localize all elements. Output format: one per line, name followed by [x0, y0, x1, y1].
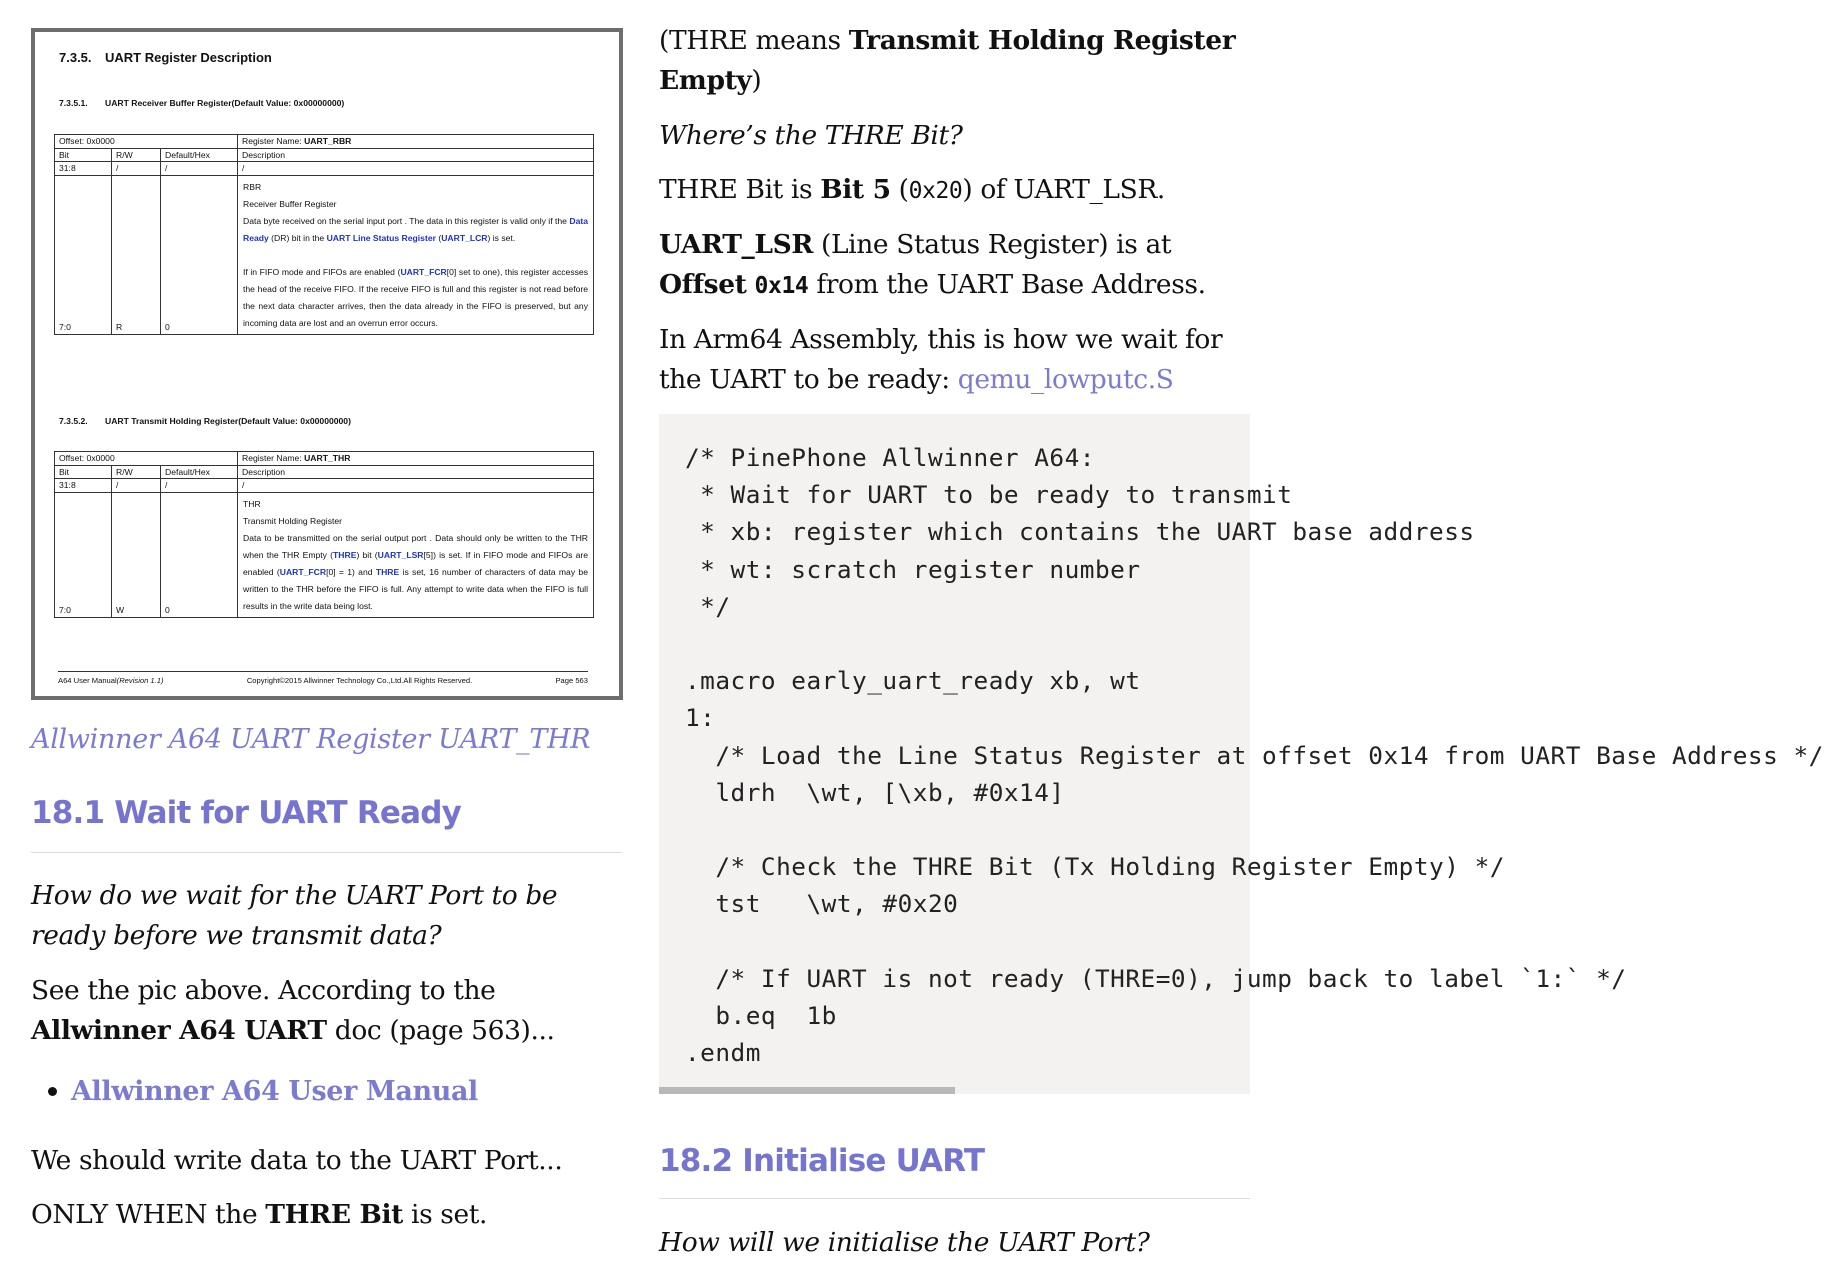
body-paragraph: We should write data to the UART Port...: [31, 1145, 563, 1176]
rbr-offset: Offset: 0x0000: [55, 135, 238, 149]
thr-offset: Offset: 0x0000: [55, 452, 238, 466]
code-line: tst \wt, #0x20: [715, 889, 959, 919]
code-line: * wt: scratch register number: [700, 554, 1141, 584]
code-line: b.eq 1b: [715, 1001, 837, 1031]
question-paragraph: How do we wait for the UART Port to be ready before we transmit data?: [31, 880, 558, 951]
code-line: * Wait for UART to be ready to transmit: [700, 480, 1293, 510]
table-header-row: Bit R/W Default/Hex Description: [55, 465, 594, 479]
rbr-heading: 7.3.5.1. UART Receiver Buffer Register(Default Value: 0x00000000): [59, 98, 345, 108]
table-row: 31:8 / / /: [55, 479, 594, 493]
code-line: .macro early_uart_ready xb, wt: [685, 666, 1141, 696]
code-line: /* Check the THRE Bit (Tx Holding Register Empty) */: [715, 852, 1505, 882]
body-paragraph: THRE Bit is Bit 5 (0x20) of UART_LSR.: [659, 174, 1165, 205]
code-line: /* If UART is not ready (THRE=0), jump back to label `1:` */: [715, 963, 1627, 993]
rbr-register-name: Register Name: UART_RBR: [238, 135, 594, 149]
body-paragraph: (THRE means Transmit Holding Register Empty): [659, 25, 1236, 96]
body-paragraph: In Arm64 Assembly, this is how we wait for the UART to be ready: qemu_lowputc.S: [659, 324, 1223, 395]
code-scrollbar-thumb[interactable]: [659, 1087, 955, 1094]
thr-register-table: [54, 451, 594, 618]
body-paragraph: See the pic above. According to the Allwinner A64 UART doc (page 563)...: [31, 975, 555, 1046]
code-block[interactable]: [659, 414, 1824, 1094]
datasheet-figure: [31, 28, 623, 700]
section-heading-18-2[interactable]: 18.2 Initialise UART: [659, 1143, 985, 1179]
rbr-description: RBR Receiver Buffer Register Data byte received on the serial input port . The data in this register is valid only if the Data Ready (DR) bit in the UART Line Status Register (UART_LCR) is set. If in FIFO mode and FIFOs are enabled (UART_FCR[0] set to one), this register accesses the head of the receive FIFO. If the receive FIFO is full and this register is not read before the next data character arrives, then the data already in the FIFO is preserved, but any incoming data are lost and an overrun error occurs.: [238, 175, 594, 334]
table-row: 7:0 W 0 THR Transmit Holding Register Data to be transmitted on the serial output port . Data should only be written to the THR when the THR Empty (THRE) bit (UART_LSR[5]) is set. If in FIFO mode and FIFOs are enabled (UART_FCR[0] = 1) and THRE is set, 16 number of characters of data may be written to the THR before the FIFO is full. Any attempt to write data when the FIFO is full results in the write data being lost.: [55, 492, 594, 617]
question-paragraph: How will we initialise the UART Port?: [659, 1227, 1150, 1258]
table-header-row: Bit R/W Default/Hex Description: [55, 148, 594, 162]
section-heading-18-1[interactable]: 18.1 Wait for UART Ready: [31, 795, 462, 831]
qemu-lowputc-link[interactable]: qemu_lowputc.S: [957, 364, 1174, 395]
code-line: /* PinePhone Allwinner A64:: [685, 443, 1095, 472]
code-line: .endm: [685, 1038, 761, 1068]
code-scrollbar[interactable]: [659, 1087, 1250, 1094]
reference-list: [31, 1076, 478, 1107]
rbr-register-table: [54, 134, 594, 335]
body-paragraph: ONLY WHEN the THRE Bit is set.: [31, 1199, 488, 1230]
figure-section-heading: 7.3.5. UART Register Description: [59, 50, 272, 65]
code-line: ldrh \wt, [\xb, #0x14]: [715, 777, 1065, 807]
thr-description: THR Transmit Holding Register Data to be transmitted on the serial output port . Data should only be written to the THR when the THR Empty (THRE) bit (UART_LSR[5]) is set. If in FIFO mode and FIFOs are enabled (UART_FCR[0] = 1) and THRE is set, 16 number of characters of data may be written to the THR before the FIFO is full. Any attempt to write data when the FIFO is full results in the write data being lost.: [238, 492, 594, 617]
list-item: [31, 1076, 478, 1107]
body-paragraph: UART_LSR (Line Status Register) is at Offset 0x14 from the UART Base Address.: [659, 229, 1206, 300]
table-row: 7:0 R 0 RBR Receiver Buffer Register Data byte received on the serial input port . The data in this register is valid only if the Data Ready (DR) bit in the UART Line Status Register (UART_LCR) is set. If in FIFO mode and FIFOs are enabled (UART_FCR[0] set to one), this register accesses the head of the receive FIFO. If the receive FIFO is full and this register is not read before the next data character arrives, then the data already in the FIFO is preserved, but any incoming data are lost and an overrun error occurs.: [55, 175, 594, 334]
question-paragraph: Where’s the THRE Bit?: [659, 120, 963, 151]
code-line: */: [700, 591, 731, 621]
thr-heading: 7.3.5.2. UART Transmit Holding Register(Default Value: 0x00000000): [59, 416, 351, 426]
heading-divider: [31, 852, 622, 853]
thr-register-name: Register Name: UART_THR: [238, 452, 594, 466]
figure-caption: Allwinner A64 UART Register UART_THR: [31, 724, 591, 755]
bullet-icon: [48, 1087, 57, 1096]
code-line: * xb: register which contains the UART base address: [700, 517, 1475, 547]
heading-divider: [659, 1198, 1250, 1199]
table-row: 31:8 / / /: [55, 162, 594, 176]
code-line: 1:: [685, 703, 716, 733]
code-line: /* Load the Line Status Register at offset 0x14 from UART Base Address */: [715, 740, 1824, 770]
figure-footer: A64 User Manual(Revision 1.1) Copyright©2015 Allwinner Technology Co.,Ltd.All Rights Reserved. Page 563: [58, 671, 588, 685]
allwinner-manual-link[interactable]: Allwinner A64 User Manual: [71, 1076, 478, 1107]
code-text: [685, 439, 1824, 1071]
